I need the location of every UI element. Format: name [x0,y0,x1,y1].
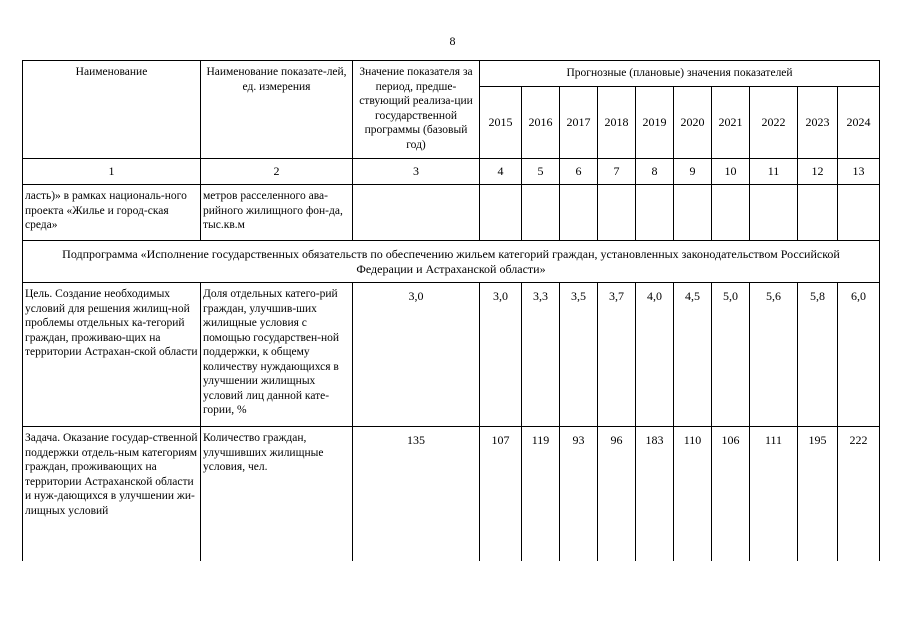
header-year: 2016 [522,87,560,159]
column-number: 8 [636,159,674,185]
header-indicator: Наименование показате-лей, ед. измерения [201,61,353,159]
column-number: 6 [560,159,598,185]
header-year: 2021 [712,87,750,159]
header-year: 2017 [560,87,598,159]
header-year: 2020 [674,87,712,159]
header-year: 2024 [838,87,880,159]
column-number: 5 [522,159,560,185]
column-number: 11 [750,159,798,185]
row-value: 110 [674,427,712,561]
table-row [23,283,880,427]
subprogram-title: Подпрограмма «Исполнение государственных обязательств по обеспечению жильем категорий граждан, установленных законодательством Российской Федерации и Астраханской области» [23,241,880,283]
column-numbers-row [23,159,880,185]
header-year: 2019 [636,87,674,159]
row-value: 6,0 [838,283,880,427]
row-name: Задача. Оказание государ-ственной поддержки отдель-ным категориям граждан, проживающих на территории Астраханской области и нуж-дающихся в улучшении жи-лищных условий [23,427,201,561]
row-value: 4,0 [636,283,674,427]
row-value: 183 [636,427,674,561]
table-row [23,185,880,241]
column-number: 3 [353,159,480,185]
row-value: 96 [598,427,636,561]
row-value: 106 [712,427,750,561]
row-base-value: 135 [353,427,480,561]
row-base-value: 3,0 [353,283,480,427]
row-value: 5,6 [750,283,798,427]
row-value: 4,5 [674,283,712,427]
row-value: 107 [480,427,522,561]
header-year: 2023 [798,87,838,159]
row-value: 3,7 [598,283,636,427]
row-value: 119 [522,427,560,561]
column-number: 2 [201,159,353,185]
column-number: 10 [712,159,750,185]
row-value: 222 [838,427,880,561]
header-year: 2015 [480,87,522,159]
header-base-value: Значение показателя за период, предше-ствующий реализа-ции государственной программы (базовый год) [353,61,480,159]
header-year: 2018 [598,87,636,159]
row-value: 5,8 [798,283,838,427]
row-indicator: Доля отдельных катего-рий граждан, улучшив-ших жилищные условия с помощью государствен-ной поддержки, к общему количеству нуждающихся в улучшении жилищных условий лиц данной кате-гории, % [201,283,353,427]
row-value: 111 [750,427,798,561]
table-row [23,427,880,561]
row-value: 3,0 [480,283,522,427]
header-forecast: Прогнозные (плановые) значения показателей [480,61,880,87]
column-number: 12 [798,159,838,185]
column-number: 9 [674,159,712,185]
column-number: 1 [23,159,201,185]
row-name: Цель. Создание необходимых условий для решения жилищ-ной проблемы отдельных ка-тегорий граждан, проживаю-щих на территории Астрахан-ской области [23,283,201,427]
row-name: ласть)» в рамках националь-ного проекта «Жилье и город-ская среда» [23,185,201,241]
row-value: 3,5 [560,283,598,427]
header-year: 2022 [750,87,798,159]
column-number: 4 [480,159,522,185]
column-number: 13 [838,159,880,185]
header-name: Наименование [23,61,201,159]
indicators-table [22,60,880,561]
row-value: 3,3 [522,283,560,427]
row-value: 195 [798,427,838,561]
column-number: 7 [598,159,636,185]
row-indicator: Количество граждан, улучшивших жилищные условия, чел. [201,427,353,561]
row-indicator: метров расселенного ава-рийного жилищного фон-да, тыс.кв.м [201,185,353,241]
page-number: 8 [449,34,456,48]
row-value: 93 [560,427,598,561]
row-value: 5,0 [712,283,750,427]
